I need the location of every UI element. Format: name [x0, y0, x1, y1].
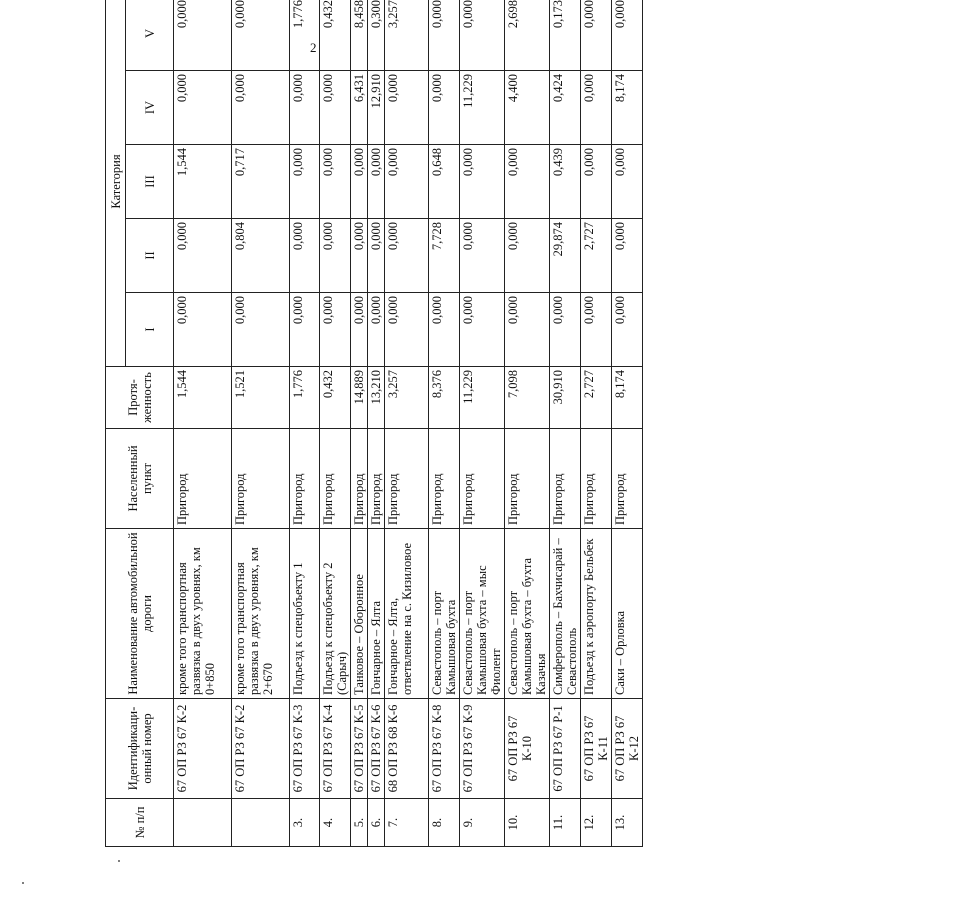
- row-category-5-cell: 2,698: [505, 0, 550, 71]
- row-num-cell: 5.: [351, 799, 368, 847]
- row-category-5-cell: 3,257: [385, 0, 429, 71]
- row-length-cell: 14,889: [351, 367, 368, 429]
- table-row: [232, 0, 290, 847]
- table-row: [429, 0, 460, 847]
- row-settlement-cell: Пригород: [460, 429, 505, 529]
- row-category-3-cell: 0,717: [232, 145, 290, 219]
- row-settlement-cell: Пригород: [232, 429, 290, 529]
- row-category-1-cell: 0,000: [385, 293, 429, 367]
- row-num-cell: 11.: [550, 799, 581, 847]
- row-id-cell: 67 ОП РЗ 67 Р-1: [550, 699, 581, 799]
- row-length-cell: 1,521: [232, 367, 290, 429]
- row-length-cell: 8,376: [429, 367, 460, 429]
- row-category-3-cell: 0,000: [368, 145, 385, 219]
- row-length-cell: 0,432: [320, 367, 351, 429]
- row-name-cell: Подъезд к аэропорту Бельбек: [581, 529, 612, 699]
- row-id-cell: 67 ОП РЗ 67 К-4: [320, 699, 351, 799]
- row-category-2-cell: 0,000: [460, 219, 505, 293]
- row-length-cell: 8,174: [612, 367, 643, 429]
- row-settlement-cell: Пригород: [550, 429, 581, 529]
- row-category-5-cell: 0,173: [550, 0, 581, 71]
- row-num-cell: 4.: [320, 799, 351, 847]
- row-category-2-cell: 0,000: [351, 219, 368, 293]
- row-category-2-cell: 0,000: [385, 219, 429, 293]
- row-category-1-cell: 0,000: [429, 293, 460, 367]
- row-category-4-cell: 0,000: [174, 71, 232, 145]
- row-category-4-cell: 0,000: [581, 71, 612, 145]
- row-settlement-cell: Пригород: [505, 429, 550, 529]
- row-category-1-cell: 0,000: [612, 293, 643, 367]
- row-name-cell: Подъезд к спецобъекту 2 (Сарыч): [320, 529, 351, 699]
- row-id-cell: 67 ОП РЗ 67 К-6: [368, 699, 385, 799]
- header-cat-5: V: [126, 0, 174, 71]
- row-name-cell: Севастополь – порт Камышовая бухта: [429, 529, 460, 699]
- row-category-4-cell: 6,431: [351, 71, 368, 145]
- row-name-cell: Гончарное – Ялта, ответвление на с. Кизиловое: [385, 529, 429, 699]
- rotated-content: [105, 0, 641, 847]
- table-row: [612, 0, 643, 847]
- row-category-5-cell: 0,000: [232, 0, 290, 71]
- header-cat-4: IV: [126, 71, 174, 145]
- header-num: № п/п: [106, 799, 174, 847]
- row-category-3-cell: 0,000: [290, 145, 320, 219]
- row-id-cell: 67 ОП РЗ 67 К-2: [232, 699, 290, 799]
- row-category-1-cell: 0,000: [174, 293, 232, 367]
- row-category-1-cell: 0,000: [320, 293, 351, 367]
- row-id-cell: 68 ОП РЗ 68 К-6: [385, 699, 429, 799]
- table-row: [385, 0, 429, 847]
- row-length-cell: 30,910: [550, 367, 581, 429]
- row-category-3-cell: 0,000: [320, 145, 351, 219]
- table-row: [290, 0, 320, 847]
- row-category-2-cell: 0,804: [232, 219, 290, 293]
- row-settlement-cell: Пригород: [320, 429, 351, 529]
- table-body: [174, 0, 643, 847]
- row-num-cell: 9.: [460, 799, 505, 847]
- row-category-5-cell: 0,000: [612, 0, 643, 71]
- row-category-3-cell: 0,000: [351, 145, 368, 219]
- row-category-5-cell: 0,000: [581, 0, 612, 71]
- roads-table: [105, 0, 643, 847]
- row-category-5-cell: 0,300: [368, 0, 385, 71]
- row-category-1-cell: 0,000: [290, 293, 320, 367]
- row-length-cell: 1,544: [174, 367, 232, 429]
- row-category-4-cell: 0,424: [550, 71, 581, 145]
- row-category-5-cell: 8,458: [351, 0, 368, 71]
- row-settlement-cell: Пригород: [385, 429, 429, 529]
- row-category-5-cell: 0,000: [174, 0, 232, 71]
- header-settlement: Населенный пункт: [106, 429, 174, 529]
- row-id-cell: 67 ОП РЗ 67 К-5: [351, 699, 368, 799]
- table-row: [368, 0, 385, 847]
- row-category-4-cell: 0,000: [429, 71, 460, 145]
- row-num-cell: 7.: [385, 799, 429, 847]
- row-category-3-cell: 0,000: [581, 145, 612, 219]
- table-row: [351, 0, 368, 847]
- row-num-cell: [232, 799, 290, 847]
- row-category-4-cell: 8,174: [612, 71, 643, 145]
- row-category-3-cell: 0,000: [505, 145, 550, 219]
- row-category-1-cell: 0,000: [232, 293, 290, 367]
- row-category-3-cell: 0,000: [385, 145, 429, 219]
- row-length-cell: 11,229: [460, 367, 505, 429]
- row-id-cell: 67 ОП РЗ 67 К-12: [612, 699, 643, 799]
- row-name-cell: кроме того транспортная развязка в двух уровнях, км 2+670: [232, 529, 290, 699]
- row-category-3-cell: 0,439: [550, 145, 581, 219]
- row-category-3-cell: 0,648: [429, 145, 460, 219]
- table-row: [581, 0, 612, 847]
- row-id-cell: 67 ОП РЗ 67 К-10: [505, 699, 550, 799]
- row-num-cell: 10.: [505, 799, 550, 847]
- row-name-cell: Подъезд к спецобъекту 1: [290, 529, 320, 699]
- row-num-cell: 8.: [429, 799, 460, 847]
- header-id: Идентификаци-онный номер: [106, 699, 174, 799]
- row-length-cell: 1,776: [290, 367, 320, 429]
- row-category-5-cell: 0,000: [460, 0, 505, 71]
- header-category: Категория: [106, 0, 126, 367]
- row-length-cell: 13,210: [368, 367, 385, 429]
- row-name-cell: Танковое – Оборонное: [351, 529, 368, 699]
- row-category-4-cell: 4,400: [505, 71, 550, 145]
- row-length-cell: 3,257: [385, 367, 429, 429]
- row-settlement-cell: Пригород: [612, 429, 643, 529]
- row-category-1-cell: 0,000: [581, 293, 612, 367]
- header-name: Наименование автомобильной дороги: [106, 529, 174, 699]
- row-category-2-cell: 0,000: [290, 219, 320, 293]
- row-settlement-cell: Пригород: [351, 429, 368, 529]
- row-num-cell: 13.: [612, 799, 643, 847]
- row-category-2-cell: 29,874: [550, 219, 581, 293]
- row-category-2-cell: 2,727: [581, 219, 612, 293]
- row-category-1-cell: 0,000: [460, 293, 505, 367]
- row-category-4-cell: 0,000: [290, 71, 320, 145]
- row-num-cell: [174, 799, 232, 847]
- row-num-cell: 12.: [581, 799, 612, 847]
- row-category-4-cell: 0,000: [320, 71, 351, 145]
- table-row: [174, 0, 232, 847]
- row-category-2-cell: 7,728: [429, 219, 460, 293]
- row-category-5-cell: 0,432: [320, 0, 351, 71]
- row-id-cell: 67 ОП РЗ 67 К-11: [581, 699, 612, 799]
- row-category-4-cell: 0,000: [232, 71, 290, 145]
- row-category-4-cell: 0,000: [385, 71, 429, 145]
- row-id-cell: 67 ОП РЗ 67 К-3: [290, 699, 320, 799]
- row-settlement-cell: Пригород: [174, 429, 232, 529]
- row-category-2-cell: 0,000: [320, 219, 351, 293]
- row-name-cell: Саки – Орловка: [612, 529, 643, 699]
- row-id-cell: 67 ОП РЗ 67 К-8: [429, 699, 460, 799]
- row-category-5-cell: 0,000: [429, 0, 460, 71]
- row-settlement-cell: Пригород: [581, 429, 612, 529]
- row-category-4-cell: 11,229: [460, 71, 505, 145]
- row-num-cell: 3.: [290, 799, 320, 847]
- row-id-cell: 67 ОП РЗ 67 К-9: [460, 699, 505, 799]
- row-category-3-cell: 0,000: [460, 145, 505, 219]
- header-cat-3: III: [126, 145, 174, 219]
- header-length: Протя-женность: [106, 367, 174, 429]
- row-length-cell: 7,098: [505, 367, 550, 429]
- row-id-cell: 67 ОП РЗ 67 К-2: [174, 699, 232, 799]
- row-name-cell: Гончарное – Ялта: [368, 529, 385, 699]
- row-category-2-cell: 0,000: [368, 219, 385, 293]
- table-row: [550, 0, 581, 847]
- row-name-cell: Севастополь – порт Камышовая бухта – бухта Казачья: [505, 529, 550, 699]
- row-category-1-cell: 0,000: [351, 293, 368, 367]
- row-category-2-cell: 0,000: [174, 219, 232, 293]
- rotated-table-frame: [105, 0, 955, 839]
- row-num-cell: 6.: [368, 799, 385, 847]
- row-name-cell: Севастополь – порт Камышовая бухта – мыс Фиолент: [460, 529, 505, 699]
- row-category-1-cell: 0,000: [368, 293, 385, 367]
- row-category-4-cell: 12,910: [368, 71, 385, 145]
- row-category-2-cell: 0,000: [505, 219, 550, 293]
- row-category-1-cell: 0,000: [505, 293, 550, 367]
- row-name-cell: Симферополь – Бахчисарай – Севастополь: [550, 529, 581, 699]
- table-row: [460, 0, 505, 847]
- header-cat-2: II: [126, 219, 174, 293]
- row-settlement-cell: Пригород: [368, 429, 385, 529]
- row-category-5-cell: 1,776: [290, 0, 320, 71]
- row-length-cell: 2,727: [581, 367, 612, 429]
- row-name-cell: кроме того транспортная развязка в двух уровнях, км 0+850: [174, 529, 232, 699]
- header-cat-1: I: [126, 293, 174, 367]
- table-row: [505, 0, 550, 847]
- row-settlement-cell: Пригород: [429, 429, 460, 529]
- row-category-3-cell: 1,544: [174, 145, 232, 219]
- table-row: [320, 0, 351, 847]
- page-number: 2: [310, 40, 317, 55]
- row-category-3-cell: 0,000: [612, 145, 643, 219]
- row-settlement-cell: Пригород: [290, 429, 320, 529]
- scan-speck: [118, 860, 120, 862]
- row-category-1-cell: 0,000: [550, 293, 581, 367]
- scan-speck: [22, 882, 24, 884]
- row-category-2-cell: 0,000: [612, 219, 643, 293]
